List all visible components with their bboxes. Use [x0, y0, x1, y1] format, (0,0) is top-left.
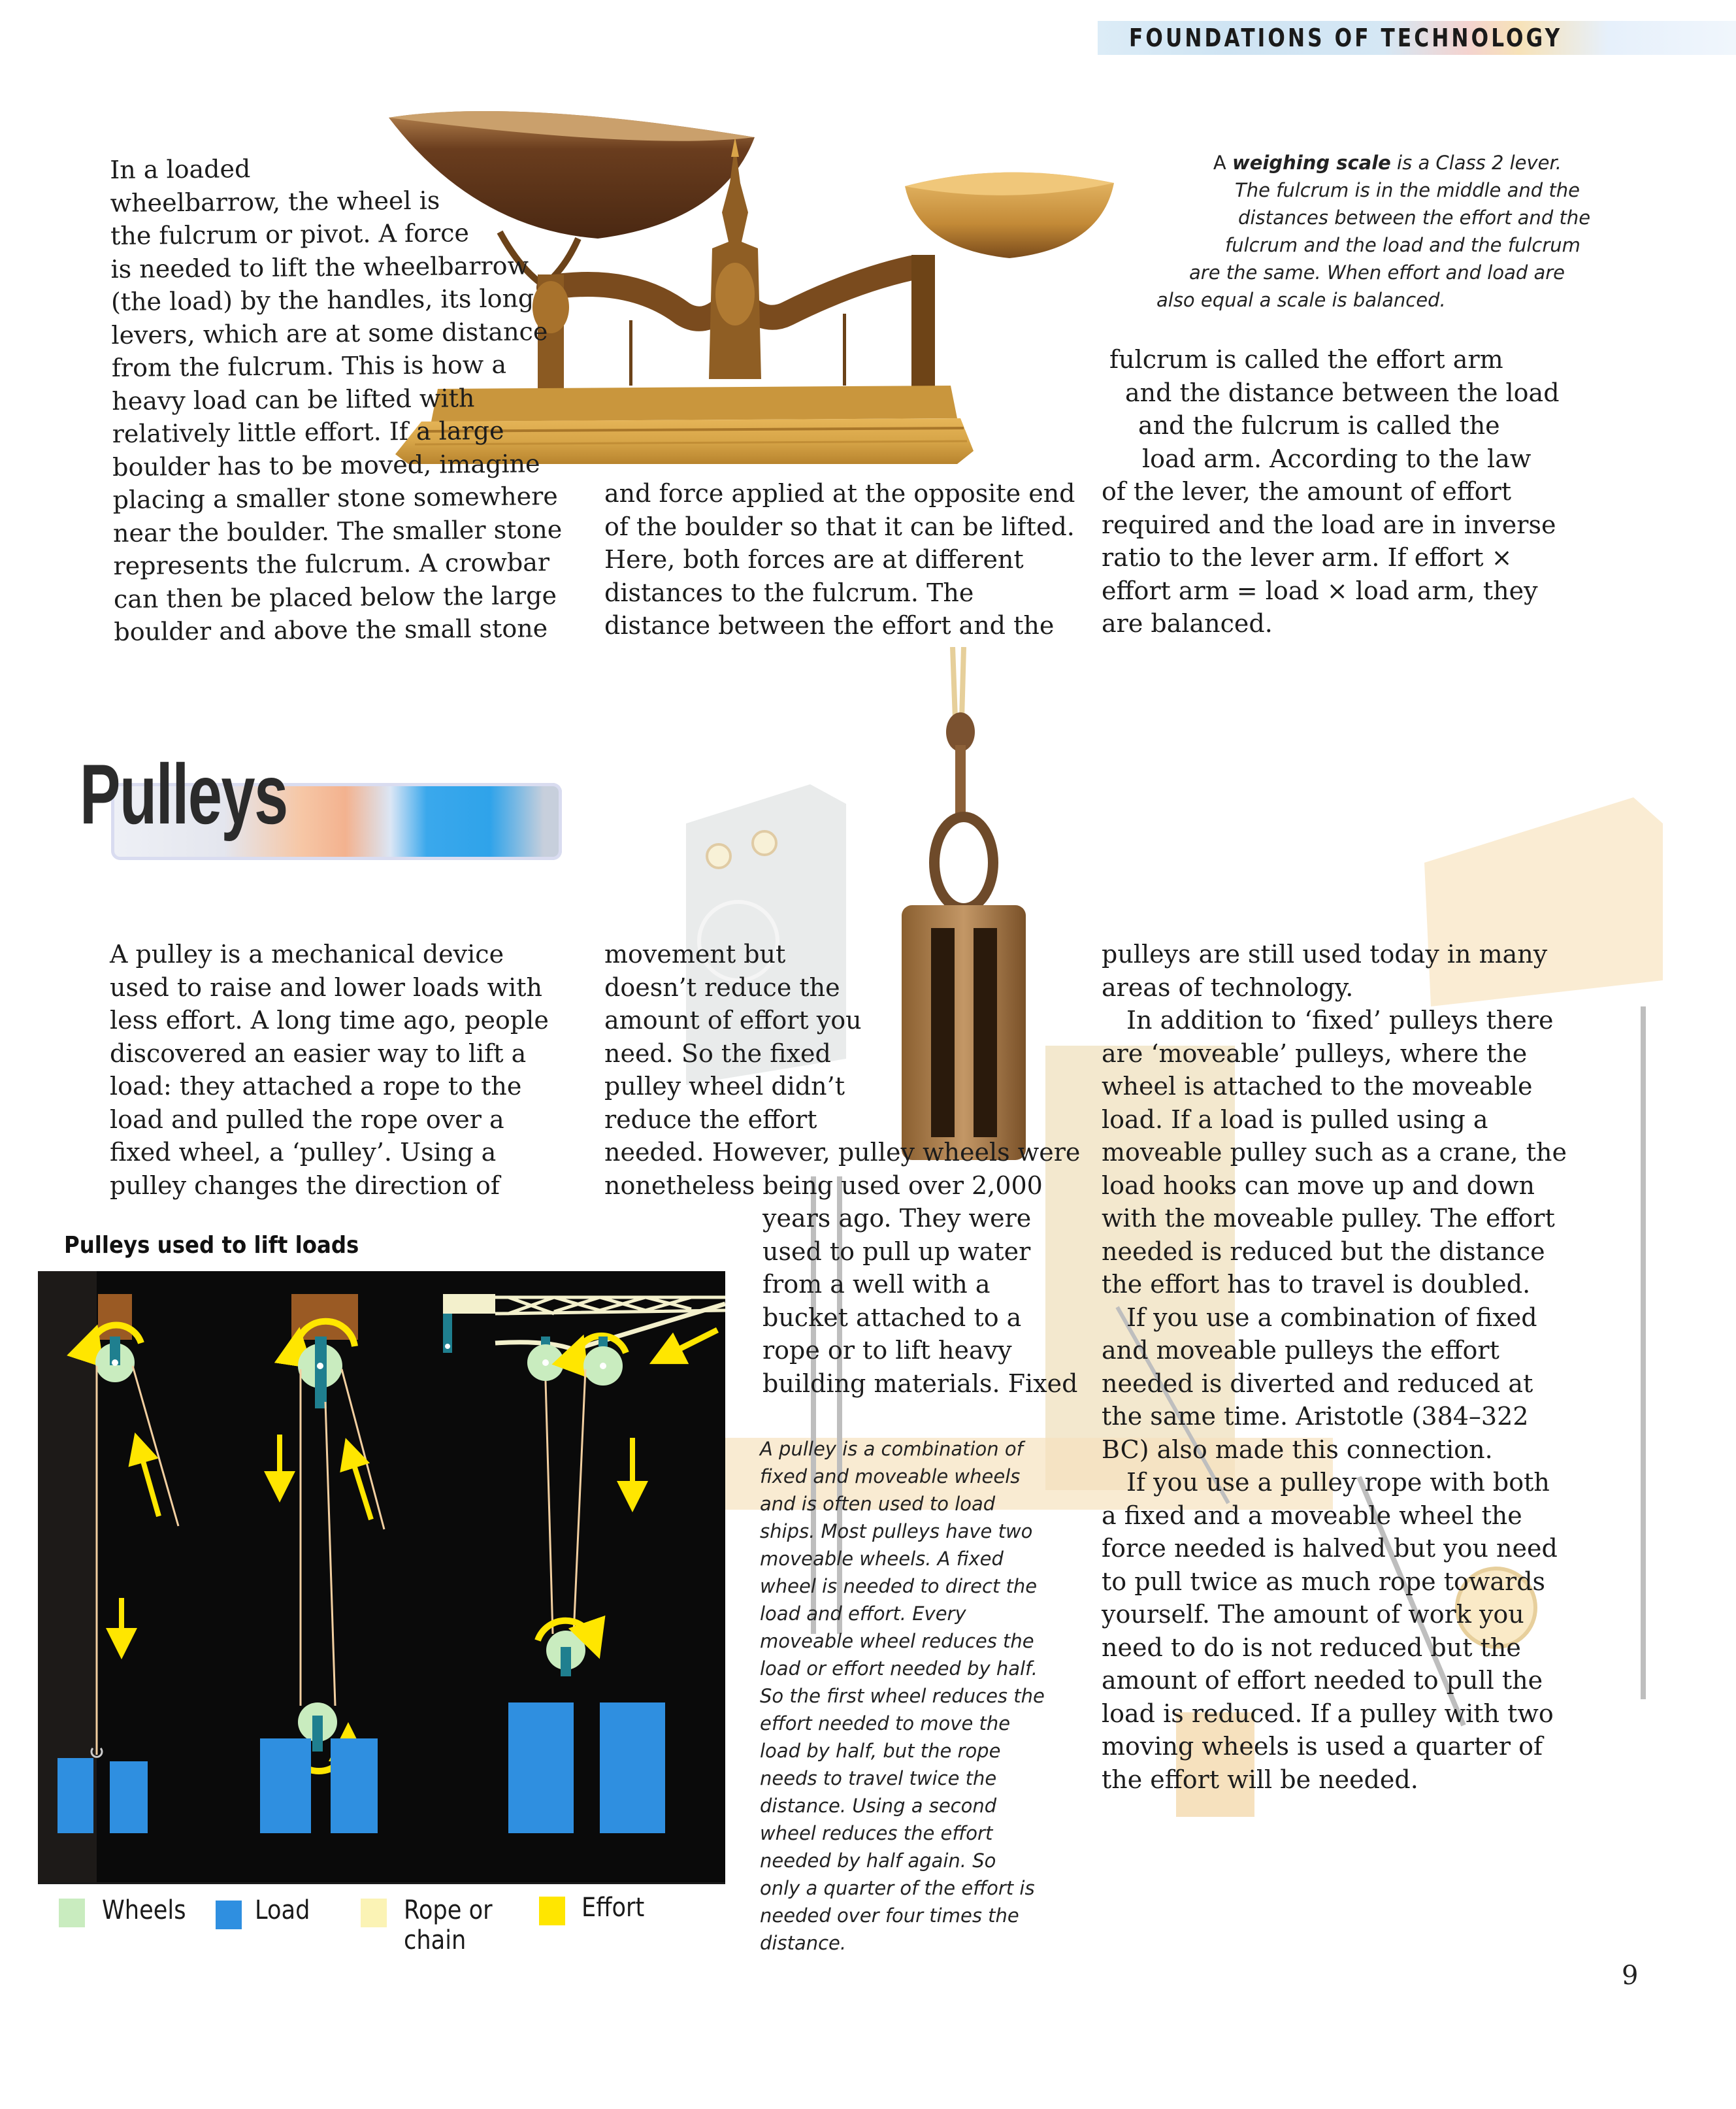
legend-swatch-load [216, 1901, 242, 1929]
pulley-diagram [38, 1271, 725, 1884]
caption-line: needed by half again. So [760, 1850, 996, 1872]
pulleys-col3-line: with the moveable pulley. The effort [1102, 1204, 1555, 1233]
levers-col1-line: near the boulder. The smaller stone [112, 514, 563, 548]
levers-col3-line: load arm. According to the law [1142, 444, 1531, 473]
levers-col3-line: and the distance between the load [1125, 378, 1560, 407]
pulleys-col2-line: used to pull up water [762, 1237, 1031, 1266]
pulleys-col1-line: less effort. A long time ago, people [110, 1006, 549, 1035]
pulleys-col3-line: load. If a load is pulled using a [1102, 1104, 1488, 1134]
pulleys-col3-line: force needed is halved but you need [1102, 1534, 1558, 1563]
pulleys-col3-line: load is reduced. If a pulley with two [1102, 1699, 1554, 1728]
pulleys-text-col1 [110, 938, 549, 1202]
pulleys-text-col2-top [604, 938, 1080, 1202]
caption-line: load by half, but the rope [760, 1740, 1001, 1762]
load-3b [600, 1702, 665, 1833]
caption-line: The fulcrum is in the middle and the [1235, 179, 1580, 201]
caption-line: fulcrum and the load and the fulcrum [1225, 234, 1580, 256]
pulleys-col3-line: If you use a pulley rope with both [1102, 1468, 1550, 1497]
pulleys-col1-line: load and pulled the rope over a [110, 1104, 504, 1134]
pulleys-col3-line: the effort has to travel is doubled. [1102, 1270, 1531, 1299]
caption-lead: A [1213, 152, 1232, 174]
legend-label-wheels: Wheels [102, 1895, 186, 1925]
diagram-legend [59, 1895, 751, 1967]
pulleys-col3-line: areas of technology. [1102, 972, 1354, 1002]
caption-line: load and effort. Every [760, 1603, 966, 1625]
page-number: 9 [1622, 1961, 1639, 1991]
caption-line: and is often used to load [760, 1493, 996, 1515]
pulleys-col3-line: load hooks can move up and down [1102, 1171, 1535, 1200]
legend-label-rope-line1: Rope or [404, 1895, 493, 1925]
levers-col3-line: fulcrum is called the effort arm [1109, 345, 1503, 374]
pulleys-col3-line: In addition to ‘fixed’ pulleys there [1102, 1006, 1554, 1035]
levers-col3-line: are balanced. [1102, 609, 1273, 638]
caption-line: A pulley is a combination of [760, 1438, 1023, 1460]
pulleys-col3-line: to pull twice as much rope towards [1102, 1567, 1546, 1596]
levers-col3-line: ratio to the lever arm. If effort × [1102, 543, 1513, 572]
pulleys-col2-line: reduce the effort [604, 1104, 817, 1134]
levers-col1-line: (the load) by the handles, its long [110, 284, 534, 316]
levers-col1-line: the fulcrum or pivot. A force [110, 218, 470, 250]
pulleys-col1-line: pulley changes the direction of [110, 1171, 500, 1200]
caption-line: fixed and moveable wheels [760, 1465, 1021, 1487]
caption-line: distances between the effort and the [1238, 207, 1591, 229]
pulleys-col1-line: load: they attached a rope to the [110, 1072, 522, 1101]
weighing-scale-caption [1156, 149, 1562, 176]
caption-line: also equal a scale is balanced. [1156, 289, 1446, 311]
levers-col1-line: is needed to lift the wheelbarrow [110, 250, 529, 284]
pulleys-col2-line: movement but [604, 940, 786, 969]
legend-swatch-rope [361, 1899, 387, 1927]
pulley-diagram-graphic [38, 1271, 725, 1882]
levers-col1-line: relatively little effort. If a large [112, 416, 504, 448]
load-3a [508, 1702, 574, 1833]
levers-text-col1 [110, 150, 563, 648]
levers-col3-line: of the lever, the amount of effort [1102, 477, 1512, 506]
caption-line: distance. Using a second [760, 1795, 997, 1817]
pulleys-col2-line: nonetheless being used over 2,000 [604, 1171, 1043, 1200]
load-2b [331, 1738, 378, 1833]
diagram-title: Pulleys used to lift loads [64, 1232, 359, 1259]
pulleys-text-col3 [1102, 938, 1567, 1796]
pulleys-col3-line: moving wheels is used a quarter of [1102, 1732, 1543, 1761]
pulleys-col1-line: discovered an easier way to lift a [110, 1038, 527, 1068]
pulleys-col2-line: amount of effort you [604, 1006, 862, 1035]
pulleys-col2-line: years ago. They were [762, 1204, 1032, 1233]
caption-line: are the same. When effort and load are [1189, 261, 1565, 284]
caption-line: wheel is needed to direct the [760, 1575, 1038, 1597]
pulleys-col2-line: rope or to lift heavy [762, 1336, 1012, 1365]
pulleys-col2-line: bucket attached to a [762, 1303, 1022, 1332]
levers-col1-line: wheelbarrow, the wheel is [110, 186, 440, 218]
levers-col3-line: and the fulcrum is called the [1138, 411, 1500, 440]
levers-col2-line: distance between the effort and the [604, 611, 1055, 640]
section-title: Pulleys [80, 746, 287, 842]
load-2a [260, 1738, 311, 1833]
levers-col1-line: can then be placed below the large [113, 580, 557, 614]
pulleys-col3-line: amount of effort needed to pull the [1102, 1666, 1543, 1695]
pulleys-col2-line: building materials. Fixed [762, 1369, 1078, 1398]
legend-label-rope [404, 1895, 493, 1955]
caption-line: wheel reduces the effort [760, 1822, 993, 1844]
pulleys-col3-line: yourself. The amount of work you [1102, 1600, 1524, 1629]
legend-swatch-wheels [59, 1899, 85, 1927]
caption-line: moveable wheel reduces the [760, 1630, 1034, 1652]
levers-col1-line: placing a smaller stone somewhere [112, 482, 558, 514]
levers-col1-line: In a loaded [110, 154, 251, 184]
caption-line: moveable wheels. A fixed [760, 1548, 1004, 1570]
pulleys-col3-line: moveable pulley such as a crane, the [1102, 1138, 1567, 1167]
pulleys-col1-line: A pulley is a mechanical device [110, 940, 504, 969]
weighing-scale-caption-body [1156, 176, 1590, 314]
levers-col1-line: boulder and above the small stone [114, 614, 548, 646]
pulleys-col3-line: are ‘moveable’ pulleys, where the [1102, 1038, 1528, 1068]
pulleys-col3-line: the same time. Aristotle (384–322 [1102, 1402, 1529, 1431]
caption-line: needs to travel twice the [760, 1767, 997, 1789]
pulleys-col3-line: BC) also made this connection. [1102, 1435, 1493, 1464]
running-head: FOUNDATIONS OF TECHNOLOGY [1129, 24, 1563, 52]
pulleys-col1-line: used to raise and lower loads with [110, 972, 542, 1002]
pulley-caption [760, 1435, 1045, 1957]
pulleys-col2-line: needed. However, pulley wheels were [604, 1138, 1081, 1167]
levers-col3-line: effort arm = load × load arm, they [1102, 576, 1538, 605]
levers-col1-line: heavy load can be lifted with [112, 383, 475, 416]
caption-bold-term: weighing scale [1232, 152, 1391, 174]
pulleys-col3-line: If you use a combination of fixed [1102, 1303, 1537, 1332]
levers-col2-line: Here, both forces are at different [604, 545, 1024, 574]
pulleys-col3-line: wheel is attached to the moveable [1102, 1072, 1533, 1101]
levers-col1-line: represents the fulcrum. A crowbar [113, 548, 550, 580]
levers-col3-line: required and the load are in inverse [1102, 510, 1556, 539]
pulleys-col3-line: needed is diverted and reduced at [1102, 1369, 1533, 1398]
levers-col2-line: distances to the fulcrum. The [604, 578, 974, 607]
levers-col2-line: and force applied at the opposite end [604, 479, 1075, 508]
caption-line [1156, 149, 1562, 176]
levers-col1-line: from the fulcrum. This is how a [111, 350, 507, 382]
caption-line: So the first wheel reduces the [760, 1685, 1045, 1707]
caption-line: load or effort needed by half. [760, 1657, 1038, 1680]
legend-label-effort: Effort [581, 1893, 645, 1923]
pulleys-text-col2-bottom [762, 1202, 1077, 1400]
pulleys-col2-line: need. So the fixed [604, 1038, 831, 1068]
levers-text-col3 [1102, 343, 1560, 640]
beam-1 [98, 1294, 132, 1340]
pulleys-col1-line: fixed wheel, a ‘pulley’. Using a [110, 1138, 497, 1167]
pulleys-col3-line: the effort will be needed. [1102, 1765, 1418, 1794]
levers-text-col2 [604, 477, 1075, 642]
load-1b [110, 1761, 148, 1833]
levers-col1-line: levers, which are at some distance [111, 316, 548, 350]
caption-line: distance. [760, 1932, 847, 1954]
levers-col2-line: of the boulder so that it can be lifted. [604, 512, 1075, 541]
caption-line: needed over four times the [760, 1904, 1019, 1927]
pulleys-col3-line: needed is reduced but the distance [1102, 1237, 1545, 1266]
legend-swatch-effort [539, 1897, 565, 1925]
pulleys-col2-line: pulley wheel didn’t [604, 1072, 845, 1101]
legend-label-load: Load [255, 1895, 310, 1925]
pulleys-col2-line: doesn’t reduce the [604, 972, 840, 1002]
pulleys-col2-line: from a well with a [762, 1270, 991, 1299]
caption-line: effort needed to move the [760, 1712, 1011, 1735]
load-1a [57, 1758, 93, 1833]
pulleys-col3-line: pulleys are still used today in many [1102, 940, 1548, 969]
caption-line1-rest: is a Class 2 lever. [1390, 152, 1562, 174]
caption-line: ships. Most pulleys have two [760, 1520, 1033, 1542]
pulleys-col3-line: need to do is not reduced but the [1102, 1633, 1521, 1662]
pulleys-col3-line: and moveable pulleys the effort [1102, 1336, 1499, 1365]
caption-line: only a quarter of the effort is [760, 1877, 1035, 1899]
legend-label-rope-line2: chain [404, 1925, 467, 1955]
levers-col1-line: boulder has to be moved, imagine [112, 448, 540, 482]
pulleys-col3-line: a fixed and a moveable wheel the [1102, 1501, 1522, 1530]
